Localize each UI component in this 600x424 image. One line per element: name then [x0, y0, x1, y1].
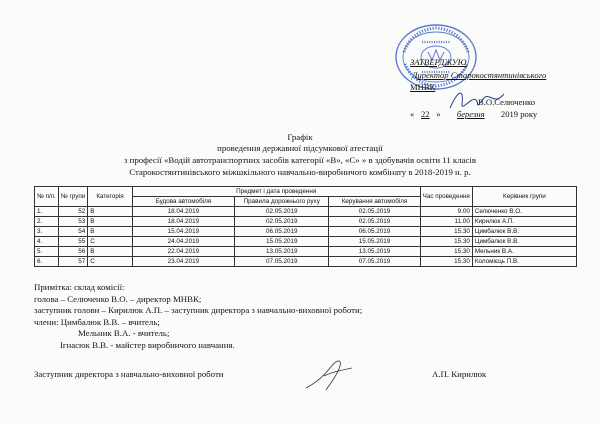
- cell-group: 56: [58, 247, 87, 257]
- approval-date-day: 22: [421, 109, 430, 119]
- cell-group: 55: [58, 237, 87, 247]
- cell-num: 3.: [35, 227, 59, 237]
- cell-leader: Мельник В.А.: [472, 247, 576, 257]
- notes-deputy: заступник голови – Кирилюк А.П. – заступник директора з навчально-виховної роботи;: [34, 305, 363, 315]
- approval-date: « 22 » березня 2019 року: [410, 109, 538, 119]
- cell-vehicle-date: 15.04.2019: [132, 227, 234, 237]
- cell-num: 2.: [35, 217, 59, 227]
- cell-time: 15.30: [420, 227, 472, 237]
- notes-member-3: Ігнасюк В.В. - майстер виробничого навчання.: [60, 339, 235, 350]
- cell-num: 4.: [35, 237, 59, 247]
- cell-category: В: [88, 207, 132, 217]
- cell-leader: Коломієць П.В.: [472, 257, 576, 267]
- approval-signer: В.О.Селюченко: [478, 97, 536, 107]
- cell-category: С: [88, 237, 132, 247]
- cell-driving-date: 15.05.2019: [329, 237, 420, 247]
- title-line-3: з професії «Водій автотранспортних засобів категорії «В», «С» » в здобувачів освіти 11 класів: [123, 155, 477, 165]
- cell-vehicle-date: 18.04.2019: [132, 217, 234, 227]
- footer-name: А.П. Кирилюк: [432, 369, 487, 379]
- cell-category: В: [88, 247, 132, 257]
- header-vehicle: Будова автомобіля: [132, 197, 234, 207]
- cell-group: 53: [58, 217, 87, 227]
- cell-leader: Цимбалюк В.В.: [472, 227, 576, 237]
- cell-group: 54: [58, 227, 87, 237]
- cell-vehicle-date: 23.04.2019: [132, 257, 234, 267]
- notes-heading: Примітка: склад комісії:: [34, 282, 125, 292]
- notes-members: члени: Цимбалюк В.В. – вчитель;: [34, 316, 160, 327]
- cell-vehicle-date: 22.04.2019: [132, 247, 234, 257]
- cell-driving-date: 06.05.2019: [329, 227, 420, 237]
- approval-position-line2: МНВК: [410, 82, 436, 92]
- cell-leader: Цимбалюк В.В.: [472, 237, 576, 247]
- table-row: [35, 247, 577, 257]
- cell-num: 6.: [35, 257, 59, 267]
- director-signature-icon: [448, 86, 506, 116]
- cell-rules-date: 13.05.2019: [235, 247, 329, 257]
- cell-vehicle-date: 24.04.2019: [132, 237, 234, 247]
- footer-signature-line: [34, 369, 594, 379]
- cell-rules-date: 07.05.2019: [235, 257, 329, 267]
- cell-driving-date: 13.05.2019: [329, 247, 420, 257]
- cell-driving-date: 02.05.2019: [329, 207, 420, 217]
- header-driving: Керування автомобіля: [329, 197, 420, 207]
- cell-rules-date: 02.05.2019: [235, 217, 329, 227]
- table-row: [35, 227, 577, 237]
- cell-driving-date: 02.05.2019: [329, 217, 420, 227]
- title-line-4: Старокостянтинівського міжшкільного навчально-виробничого комбінату в 2018-2019 н. р.: [129, 167, 471, 177]
- header-leader: Керівник групи: [472, 187, 576, 207]
- cell-time: 15.30: [420, 257, 472, 267]
- cell-rules-date: 15.05.2019: [235, 237, 329, 247]
- cell-rules-date: 06.05.2019: [235, 227, 329, 237]
- cell-time: 15.30: [420, 247, 472, 257]
- cell-leader: Селюченко В.О.: [472, 207, 576, 217]
- table-row: [35, 257, 577, 267]
- notes-member-2: Мельник В.А. - вчитель;: [78, 328, 170, 338]
- approval-date-year: 2019 року: [500, 109, 538, 119]
- cell-vehicle-date: 18.04.2019: [132, 207, 234, 217]
- header-rules: Правила дорожнього руху: [235, 197, 329, 207]
- title-line-2: проведення державної підсумкової атестації: [217, 143, 383, 153]
- header-num: № п/п.: [35, 187, 59, 207]
- cell-num: 1.: [35, 207, 59, 217]
- header-group: № групи: [58, 187, 87, 207]
- table-row: [35, 217, 577, 227]
- approval-heading: ЗАТВЕРДЖУЮ: [410, 57, 467, 67]
- notes-chair: голова – Селюченко В.О. – директор МНВК;: [34, 293, 202, 304]
- cell-group: 57: [58, 257, 87, 267]
- cell-num: 5.: [35, 247, 59, 257]
- cell-time: 15.30: [420, 237, 472, 247]
- cell-category: В: [88, 227, 132, 237]
- table-row: [35, 207, 577, 217]
- cell-driving-date: 07.05.2019: [329, 257, 420, 267]
- approval-date-month: березня: [456, 109, 485, 119]
- cell-time: 11.00: [420, 217, 472, 227]
- table-row: [35, 237, 577, 247]
- header-category: Категорія: [88, 187, 132, 207]
- commission-notes: [34, 282, 362, 351]
- cell-time: 9.00: [420, 207, 472, 217]
- cell-category: С: [88, 257, 132, 267]
- header-subject-date: Предмет і дата проведення: [132, 187, 420, 197]
- cell-category: В: [88, 217, 132, 227]
- cell-group: 52: [58, 207, 87, 217]
- table-header-row: [35, 187, 577, 197]
- cell-rules-date: 02.05.2019: [235, 207, 329, 217]
- cell-leader: Кирилюк А.П.: [472, 217, 576, 227]
- header-time: Час проведення: [420, 187, 472, 207]
- footer-position: Заступник директора з навчально-виховної роботи: [34, 369, 224, 379]
- approval-position: Директор Старокостянтинівського: [412, 70, 547, 80]
- schedule-table: [34, 186, 577, 267]
- page-title: Графік: [287, 132, 313, 142]
